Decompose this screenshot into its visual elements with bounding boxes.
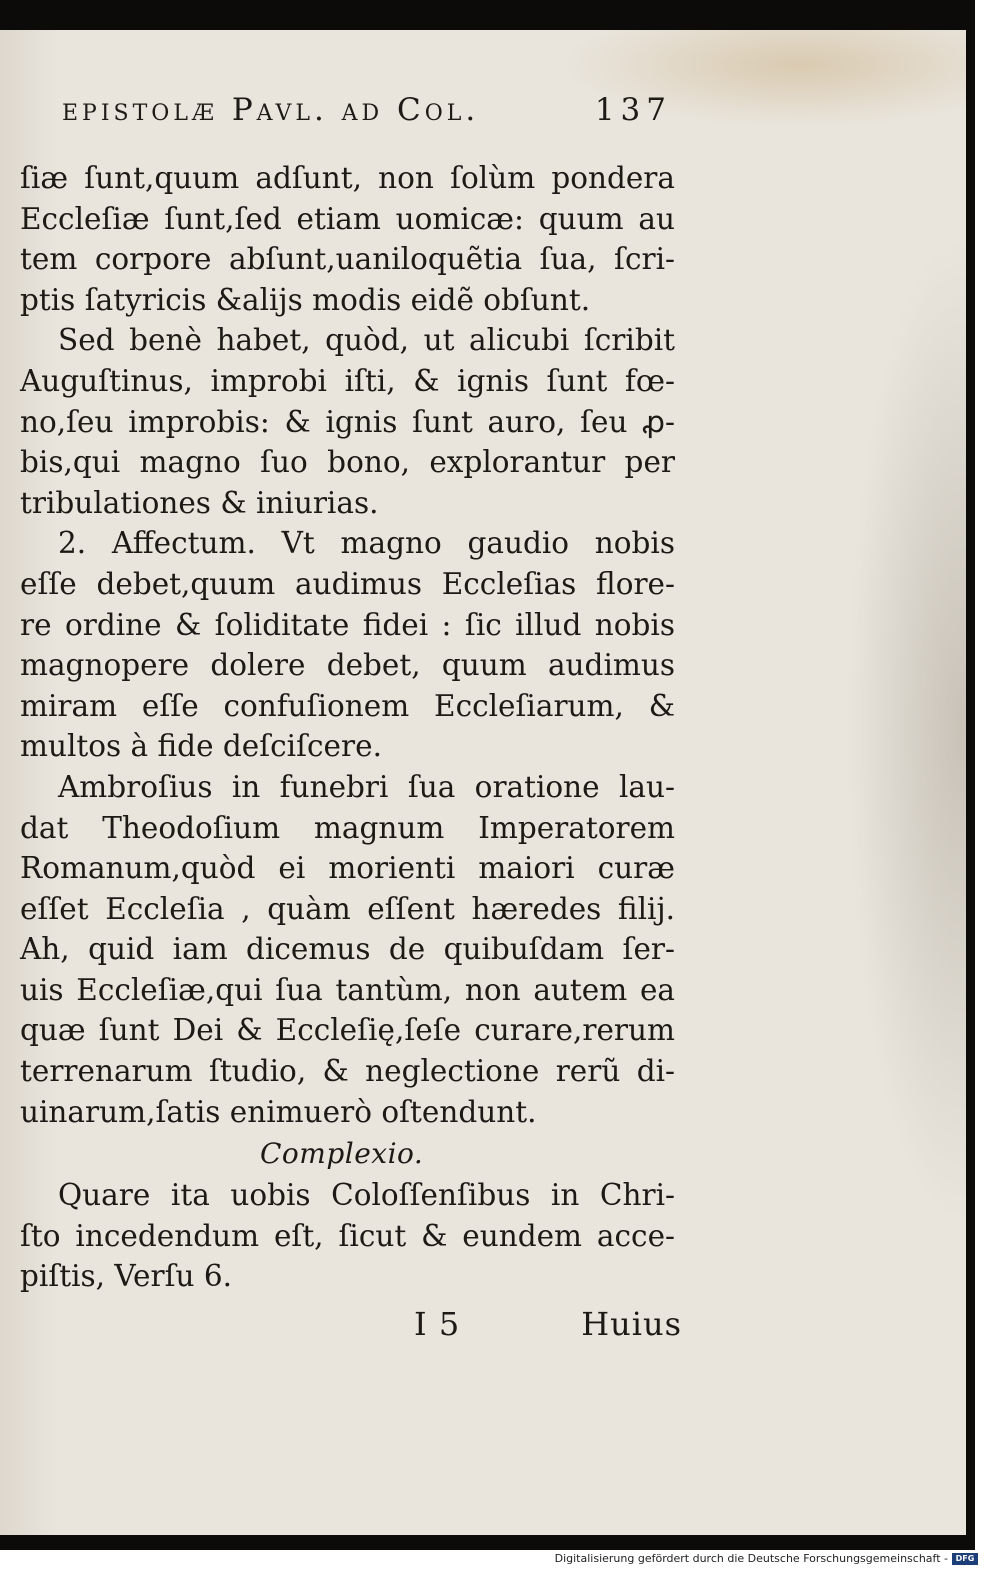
text-line: miram eſſe confuſionem Eccleſiarum, & (20, 688, 675, 723)
section-heading: Complexio. (260, 1137, 424, 1171)
paragraph-start-line: Ambroſius in funebri ſua oratione lau- (58, 769, 675, 804)
text-line: terrenarum ſtudio, & neglectione rerũ di- (20, 1054, 675, 1089)
text-line: Eccleſiæ ſunt,ſed etiam uomicæ: quum au (20, 201, 675, 236)
paragraph-start-line: Sed benè habet, quòd, ut alicubi ſcribit (58, 323, 675, 358)
running-head (62, 92, 672, 128)
catchline (414, 1305, 682, 1343)
page-number: 137 (594, 92, 672, 128)
text-line: uis Eccleſiæ,qui ſua tantùm, non autem ea (20, 972, 675, 1007)
digitization-credit (555, 1552, 978, 1565)
signature-mark: I 5 (414, 1305, 461, 1343)
text-line: eſſet Eccleſia , quàm eſſent hæredes filij. (20, 891, 675, 926)
text-line: piſtis, Verſu 6. (20, 1259, 233, 1294)
paragraph-start-line: 2. Affectum. Vt magno gaudio nobis (58, 526, 675, 561)
body-text (20, 158, 675, 1297)
text-line: ptis ſatyricis &alijs modis eidẽ obſunt. (20, 282, 591, 317)
paragraph-start-line: Quare ita uobis Coloſſenſibus in Chri- (58, 1178, 675, 1213)
text-line: eſſe debet,quum audimus Eccleſias flore- (20, 566, 675, 601)
text-line: Ah, quid iam dicemus de quibuſdam ſer- (20, 932, 675, 967)
text-line: no,ſeu improbis: & ignis ſunt auro, ſeu ꝓ- (20, 404, 675, 439)
text-line: Romanum,quòd ei morienti maiori curæ (20, 851, 675, 886)
text-line: bis,qui magno ſuo bono, explorantur per (20, 445, 675, 480)
text-line: tribulationes & iniurias. (20, 485, 379, 520)
text-line: ſiæ ſunt,quum adſunt, non ſolùm pondera (20, 161, 675, 195)
text-line: uinarum,ſatis enimuerò oſtendunt. (20, 1094, 537, 1129)
running-head-title: epistolæ Pavl. ad Col. (62, 92, 480, 128)
dfg-logo: DFG (952, 1553, 978, 1565)
text-line: tem corpore abſunt,uaniloquẽtia ſua, ſcri- (20, 242, 675, 277)
text-line: ſto incedendum eſt, ſicut & eundem acce- (20, 1218, 675, 1253)
text-line: quæ ſunt Dei & Eccleſię,ſeſe curare,rerum (20, 1013, 675, 1048)
book-page (0, 30, 966, 1535)
text-line: dat Theodoſium magnum Imperatorem (20, 810, 675, 845)
catchword: Huius (581, 1305, 682, 1343)
text-line: multos à fide deſciſcere. (20, 729, 382, 764)
credit-text: Digitalisierung gefördert durch die Deutsche Forschungsgemeinschaft - (554, 1552, 948, 1565)
text-line: re ordine & ſoliditate fidei : ſic illud nobis (20, 607, 675, 642)
text-line: magnopere dolere debet, quum audimus (20, 648, 675, 683)
text-line: Auguſtinus, improbi iſti, & ignis ſunt fœ- (20, 363, 675, 398)
